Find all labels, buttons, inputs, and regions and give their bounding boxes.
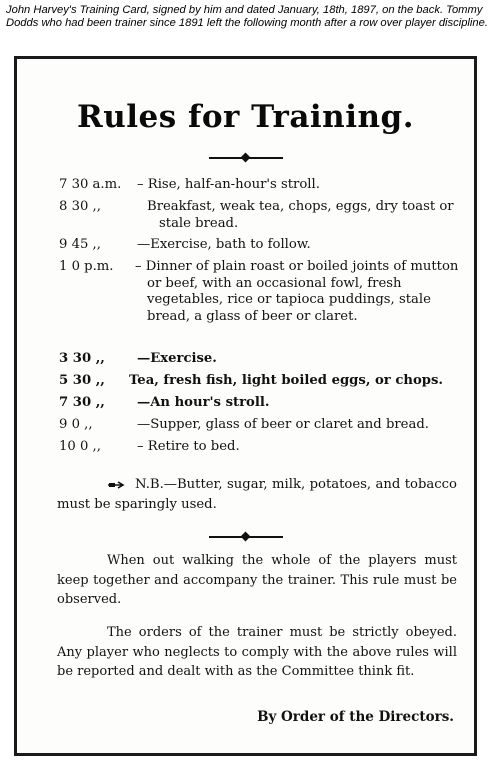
- schedule-text: – Rise, half-an-hour's stroll.: [137, 177, 320, 192]
- schedule-time: 9 45 ,,: [59, 237, 101, 252]
- schedule-text: – Retire to bed.: [137, 439, 240, 454]
- nota-bene-note: [57, 475, 457, 515]
- schedule-text: – Dinner of plain roast or boiled joints of mutton or beef, with an occasional fowl, fresh vegetables, rice or tapioca puddings, stale bread, a glass of beer or claret.: [135, 259, 459, 324]
- schedule-text: Tea, fresh fish, light boiled eggs, or chops.: [129, 373, 443, 388]
- schedule-time: 1 0 p.m.: [59, 259, 114, 274]
- directors-signature-line: By Order of the Directors.: [257, 709, 454, 725]
- schedule-time: 8 30 ,,: [59, 199, 101, 214]
- schedule-time: 10 0 ,,: [59, 439, 101, 454]
- diamond-ornament-icon: [240, 532, 250, 542]
- diamond-ornament-icon: [240, 153, 250, 163]
- schedule-text: —Exercise, bath to follow.: [137, 237, 311, 252]
- photo-caption: John Harvey's Training Card, signed by him and dated January, 18th, 1897, on the back. Tommy Dodds who had been trainer since 1891 left the following month after a row over player discipline.: [6, 4, 488, 29]
- schedule-text: Breakfast, weak tea, chops, eggs, dry toast or stale bread.: [147, 199, 454, 231]
- title-divider-ornament: [209, 154, 283, 162]
- discipline-paragraph: The orders of the trainer must be strictly obeyed. Any player who neglects to comply with the above rules will be reported and dealt with as the Committee think fit.: [57, 625, 457, 679]
- schedule-time: 7 30 a.m.: [59, 177, 122, 192]
- pointing-hand-icon: [107, 480, 129, 490]
- schedule-text: —Supper, glass of beer or claret and bread.: [137, 417, 429, 432]
- training-card: [14, 56, 477, 756]
- schedule-text: —Exercise.: [137, 351, 217, 366]
- schedule-time: 5 30 ,,: [59, 373, 105, 388]
- note-text: N.B.—Butter, sugar, milk, potatoes, and tobacco must be sparingly used.: [57, 477, 457, 512]
- schedule-time: 9 0 ,,: [59, 417, 93, 432]
- walking-rule-paragraph: When out walking the whole of the players must keep together and accompany the trainer. This rule must be observed.: [57, 553, 457, 607]
- section-divider-ornament: [209, 533, 283, 541]
- card-title: Rules for Training.: [76, 99, 414, 135]
- schedule-time: 7 30 ,,: [59, 395, 105, 410]
- schedule-text: —An hour's stroll.: [137, 395, 270, 410]
- schedule-time: 3 30 ,,: [59, 351, 105, 366]
